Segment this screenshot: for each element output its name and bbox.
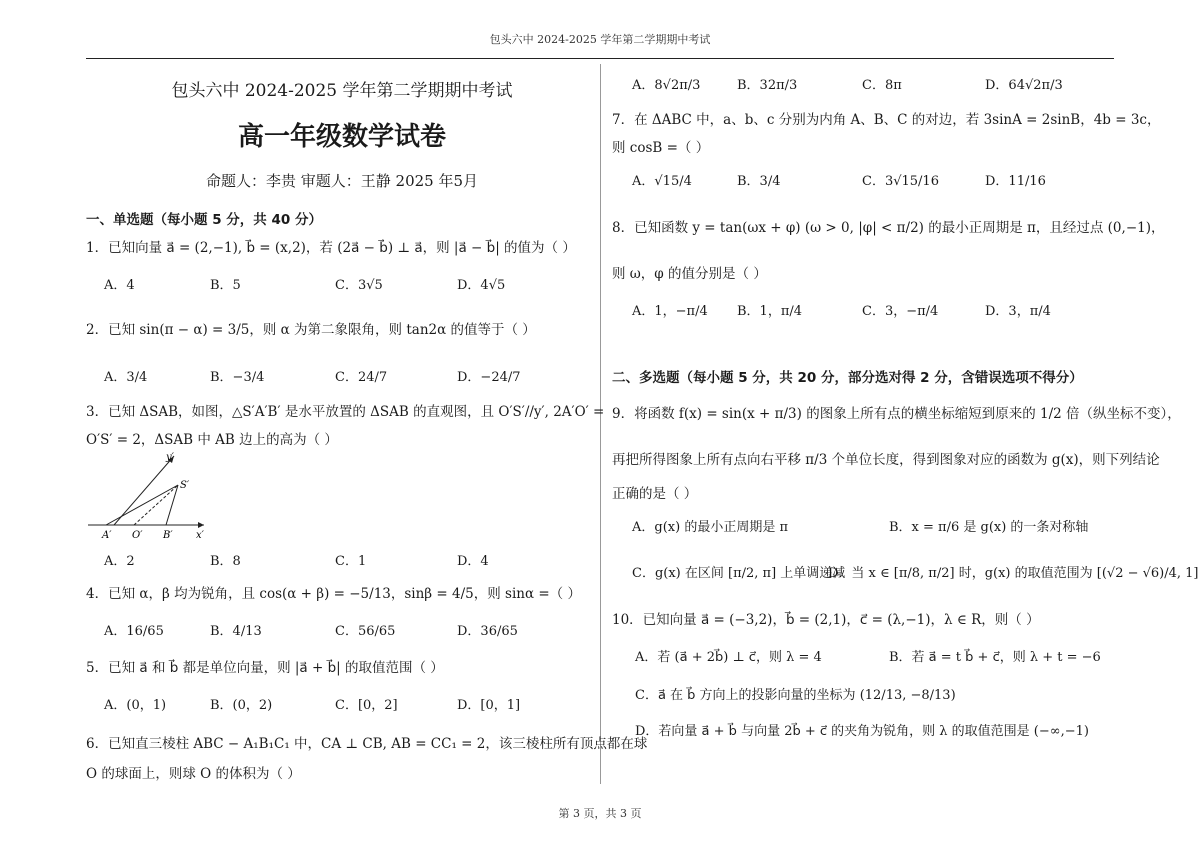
question-9-stem-line2: 再把所得图象上所有点向右平移 π/3 个单位长度，得到图象对应的函数为 g(x)，则下列结论 (612, 452, 1160, 468)
fig-label-y: y′ (166, 452, 174, 463)
fig-label-x: x′ (196, 530, 204, 541)
q3-option-b: B．8 (210, 554, 241, 569)
question-8-stem-line1: 8．已知函数 y = tan(ωx + φ) (ω > 0, |φ| < π/2) 的最小正周期是 π，且经过点 (0,−1)， (612, 220, 1165, 236)
question-5-stem: 5．已知 a⃗ 和 b⃗ 都是单位向量，则 |a⃗ + b⃗| 的取值范围（ ） (86, 660, 444, 676)
q4-option-c: C．56/65 (335, 624, 396, 639)
question-9-stem-line3: 正确的是（ ） (612, 486, 698, 502)
question-7-stem-line1: 7．在 ΔABC 中，a、b、c 分别为内角 A、B、C 的对边，若 3sinA = 2sinB，4b = 3c， (612, 112, 1161, 128)
q1-option-d: D．4√5 (457, 278, 506, 293)
q3-option-d: D．4 (457, 554, 489, 569)
question-1-stem: 1．已知向量 a⃗ = (2,−1), b⃗ = (x,2)，若 (2a⃗ − b⃗) ⊥ a⃗，则 |a⃗ − b⃗| 的值为（ ） (86, 240, 576, 256)
school-exam-title: 包头六中 2024-2025 学年第二学期期中考试 (171, 81, 513, 101)
q4-option-b: B．4/13 (210, 624, 262, 639)
q2-option-a: A．3/4 (104, 370, 148, 385)
question-4-stem: 4．已知 α，β 均为锐角，且 cos(α + β) = −5/13，sinβ = 4/5，则 sinα =（ ） (86, 586, 581, 602)
q1-option-c: C．3√5 (335, 278, 383, 293)
q3-option-a: A．2 (104, 554, 135, 569)
q8-option-b: B．1，π/4 (737, 304, 803, 319)
question-10-stem: 10．已知向量 a⃗ = (−3,2)，b⃗ = (2,1)，c⃗ = (λ,−1)，λ ∈ R，则（ ） (612, 612, 1040, 628)
question-6-stem-line2: O 的球面上，则球 O 的体积为（ ） (86, 766, 301, 782)
q7-option-c: C．3√15/16 (862, 174, 939, 189)
q8-option-a: A．1，−π/4 (632, 304, 708, 319)
q1-option-b: B．5 (210, 278, 241, 293)
section-single-choice: 一、单选题（每小题 5 分，共 40 分） (86, 212, 322, 228)
q10-option-a: A．若 (a⃗ + 2b⃗) ⊥ c⃗，则 λ = 4 (635, 650, 822, 665)
header-rule (86, 58, 1114, 59)
q4-option-a: A．16/65 (104, 624, 164, 639)
section-multiple-choice: 二、多选题（每小题 5 分，共 20 分，部分选对得 2 分，含错误选项不得分） (612, 370, 1083, 386)
q10-option-c: C．a⃗ 在 b⃗ 方向上的投影向量的坐标为 (12/13, −8/13) (635, 688, 956, 703)
question-8-stem-line2: 则 ω，φ 的值分别是（ ） (612, 266, 767, 282)
q10-option-d: D．若向量 a⃗ + b⃗ 与向量 2b⃗ + c⃗ 的夹角为锐角，则 λ 的取值范围是 (−∞,−1) (635, 724, 1089, 739)
paper-title: 高一年级数学试卷 (237, 122, 446, 152)
q2-option-c: C．24/7 (335, 370, 388, 385)
question-7-stem-line2: 则 cosB =（ ） (612, 140, 710, 156)
q2-option-d: D．−24/7 (457, 370, 521, 385)
fig-label-s: S′ (180, 480, 190, 491)
q5-option-c: C．[0，2] (335, 698, 398, 713)
q4-option-d: D．36/65 (457, 624, 518, 639)
q8-option-d: D．3，π/4 (985, 304, 1051, 319)
q6-option-c: C．8π (862, 78, 902, 93)
q7-option-b: B．3/4 (737, 174, 781, 189)
q8-option-c: C．3，−π/4 (862, 304, 939, 319)
q7-option-a: A．√15/4 (632, 174, 692, 189)
q9-option-d: D．当 x ∈ [π/8, π/2] 时，g(x) 的取值范围为 [(√2 − √6)/4, 1] (828, 566, 1199, 581)
q6-option-b: B．32π/3 (737, 78, 798, 93)
q9-option-c: C．g(x) 在区间 [π/2, π] 上单调递减 (632, 566, 846, 581)
column-divider (600, 64, 601, 784)
page-footer: 第 3 页，共 3 页 (558, 807, 642, 820)
q5-option-a: A．(0，1) (104, 698, 167, 713)
question-6-stem-line1: 6．已知直三棱柱 ABC − A₁B₁C₁ 中，CA ⊥ CB, AB = CC₁ = 2，该三棱柱所有顶点都在球 (86, 736, 648, 752)
fig-label-o: O′ (132, 530, 143, 541)
question-9-stem-line1: 9．将函数 f(x) = sin(x + π/3) 的图象上所有点的横坐标缩短到原来的 1/2 倍（纵坐标不变）， (612, 406, 1181, 422)
q5-option-b: B．(0，2) (210, 698, 273, 713)
fig-label-b: B′ (163, 530, 173, 541)
q9-option-a: A．g(x) 的最小正周期是 π (632, 520, 788, 535)
q2-option-b: B．−3/4 (210, 370, 265, 385)
question-3-stem-line2: O′S′ = 2，ΔSAB 中 AB 边上的高为（ ） (86, 432, 338, 448)
q3-oblique-diagram (86, 448, 216, 542)
page-header: 包头六中 2024-2025 学年第二学期期中考试 (489, 33, 711, 46)
authors-line: 命题人：李贵 审题人：王静 2025 年5月 (205, 172, 479, 190)
q1-option-a: A．4 (104, 278, 135, 293)
q5-option-d: D．[0，1] (457, 698, 521, 713)
q9-option-b: B．x = π/6 是 g(x) 的一条对称轴 (889, 520, 1089, 535)
q3-option-c: C．1 (335, 554, 367, 569)
q10-option-b: B．若 a⃗ = t b⃗ + c⃗，则 λ + t = −6 (889, 650, 1101, 665)
q7-option-d: D．11/16 (985, 174, 1046, 189)
q6-option-a: A．8√2π/3 (632, 78, 701, 93)
question-2-stem: 2．已知 sin(π − α) = 3/5，则 α 为第二象限角，则 tan2α 的值等于（ ） (86, 322, 536, 338)
fig-label-a: A′ (102, 530, 112, 541)
q6-option-d: D．64√2π/3 (985, 78, 1063, 93)
question-3-stem-line1: 3．已知 ΔSAB，如图，△S′A′B′ 是水平放置的 ΔSAB 的直观图，且 O′S′//y′, 2A′O′ = (86, 404, 605, 420)
